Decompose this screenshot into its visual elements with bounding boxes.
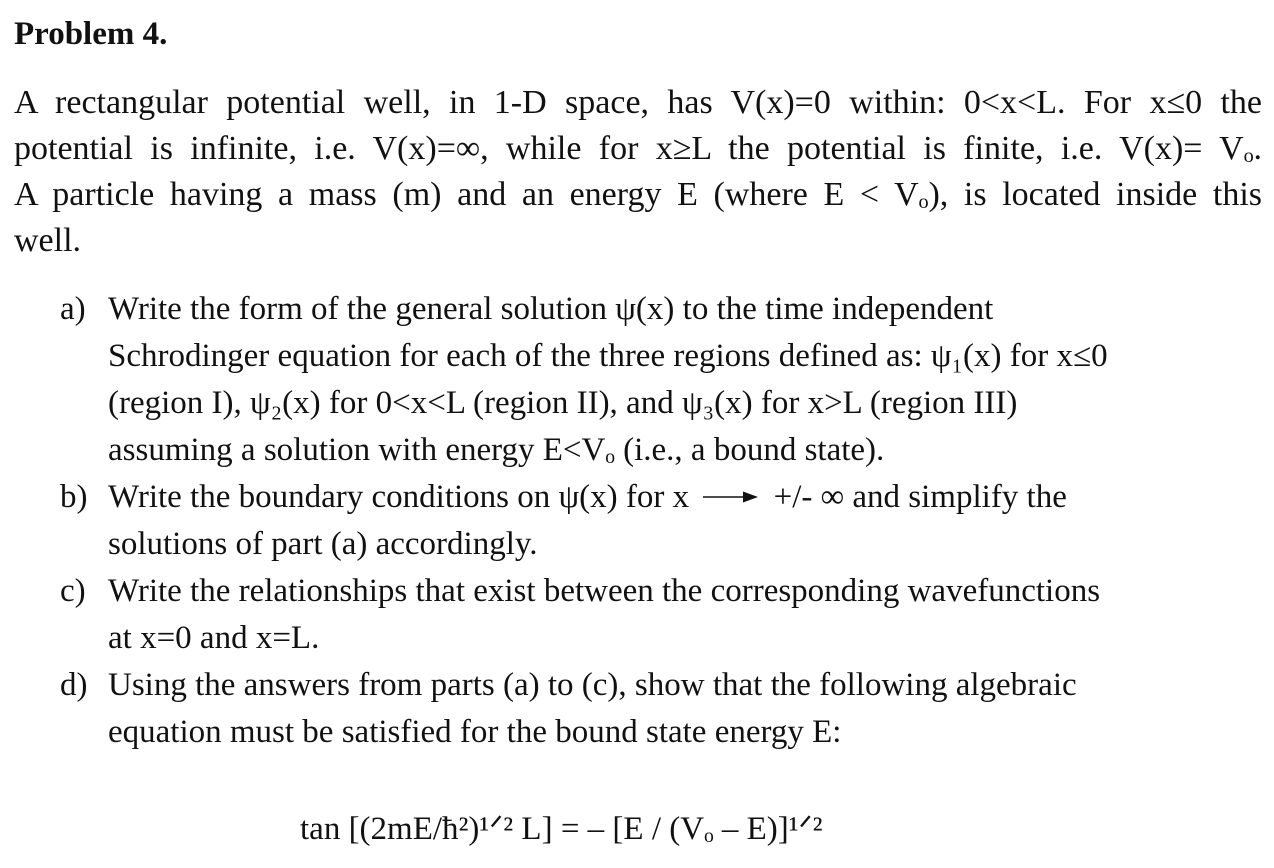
part-line: assuming a solution with energy E<Vₒ (i.e., a bound state). — [108, 432, 885, 468]
statement-line: well. — [14, 222, 82, 259]
part-marker: a) — [60, 291, 86, 327]
statement-line: potential is infinite, i.e. V(x)=∞, while for x≥L the potential is finite, i.e. V(x)= Vₒ. — [14, 130, 1262, 167]
part-line: Write the relationships that exist between the corresponding wavefunctions — [108, 573, 1101, 609]
part-line: equation must be satisfied for the bound state energy E: — [108, 714, 842, 750]
question-part-b — [60, 474, 1260, 568]
bound-state-equation: tan [(2mE/ħ²)¹ᐟ² L] = – [E / (Vₒ – E)]¹ᐟ² — [300, 811, 823, 847]
part-text: Write the boundary conditions on ψ(x) for x — [108, 479, 690, 515]
statement-line: A particle having a mass (m) and an energy E (where E < Vₒ), is located inside this — [14, 176, 1262, 213]
part-line: Write the form of the general solution ψ(x) to the time independent — [108, 291, 994, 327]
part-line — [108, 474, 1260, 521]
part-marker: d) — [60, 667, 88, 703]
part-marker: c) — [60, 573, 86, 609]
part-line: (region I), ψ₂(x) for 0<x<L (region II), and ψ₃(x) for x>L (region III) — [108, 385, 1018, 421]
question-part-d — [60, 662, 1260, 756]
question-part-c — [60, 568, 1260, 662]
part-line: Using the answers from parts (a) to (c), show that the following algebraic — [108, 667, 1077, 703]
problem-statement — [14, 80, 1262, 264]
part-line: solutions of part (a) accordingly. — [108, 526, 538, 562]
part-marker: b) — [60, 479, 88, 515]
question-list — [60, 286, 1260, 756]
part-text: +/- ∞ and simplify the — [773, 479, 1067, 515]
statement-line: A rectangular potential well, in 1-D space, has V(x)=0 within: 0<x<L. For x≤0 the — [14, 84, 1262, 121]
part-line: at x=0 and x=L. — [108, 620, 320, 656]
problem-title: Problem 4. — [14, 16, 168, 52]
part-line: Schrodinger equation for each of the three regions defined as: ψ₁(x) for x≤0 — [108, 338, 1108, 374]
right-arrow-icon — [703, 490, 759, 504]
question-part-a — [60, 286, 1260, 474]
